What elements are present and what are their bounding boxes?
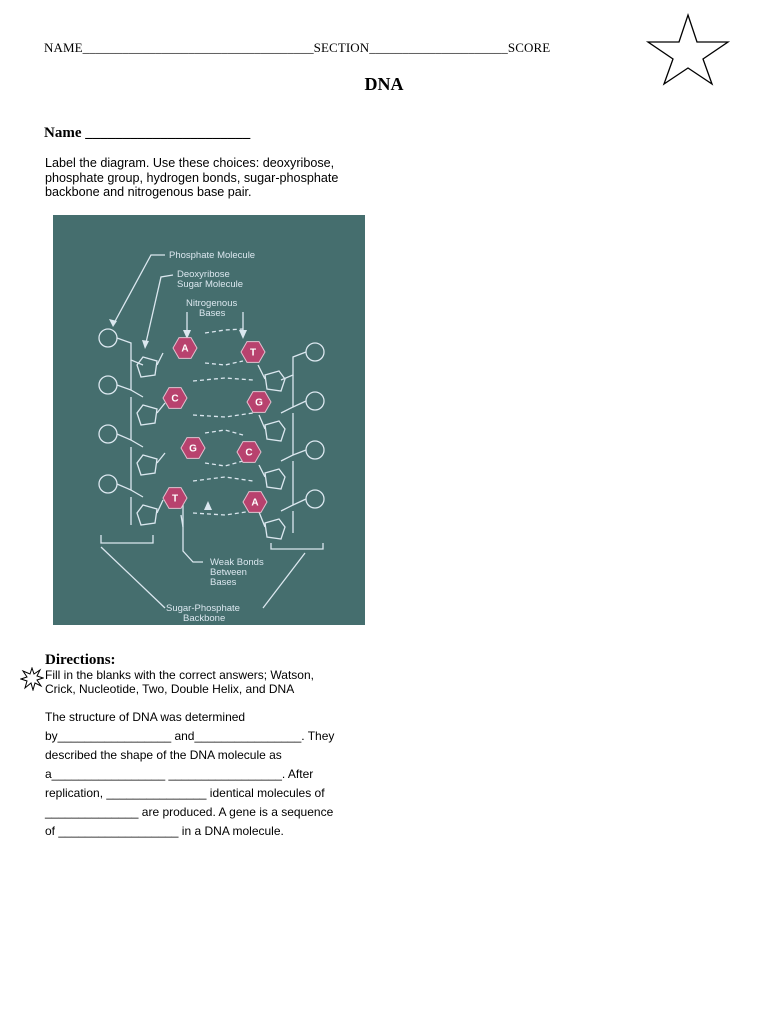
label-deoxyribose-2: Sugar Molecule	[177, 279, 244, 290]
page-title: DNA	[364, 74, 404, 94]
fill-in-paragraph	[45, 708, 365, 841]
base-letter-left-0: A	[181, 343, 189, 355]
base-pairs	[163, 338, 271, 513]
label-weak-3: Bases	[210, 577, 237, 588]
base-letter-right-0: T	[249, 347, 257, 359]
dna-diagram	[53, 215, 365, 625]
base-letter-right-1: G	[255, 397, 263, 409]
label-nitrogenous-2: Bases	[199, 308, 226, 319]
name-line: Name ______________________	[44, 125, 251, 141]
base-letter-left-3: T	[171, 493, 179, 505]
paragraph-line: by_________________ and________________. They	[45, 729, 335, 743]
starburst-icon	[20, 667, 44, 691]
paragraph-line: ______________ are produced. A gene is a sequence	[45, 805, 334, 819]
base-letter-left-1: C	[171, 393, 179, 405]
header-fields: NAME___________________________________SECTION_____________________SCORE	[44, 40, 551, 55]
directions-title: Directions:	[45, 652, 116, 668]
label-backbone-1: Sugar-Phosphate	[166, 603, 240, 614]
paragraph-line: described the shape of the DNA molecule as	[45, 748, 282, 762]
directions-text: Fill in the blanks with the correct answers; Watson, Crick, Nucleotide, Two, Double Helix, and DNA	[45, 668, 314, 696]
label-phosphate: Phosphate Molecule	[169, 250, 256, 261]
base-letter-right-3: A	[251, 497, 259, 509]
paragraph-line: The structure of DNA was determined	[45, 710, 246, 724]
label-deoxyribose-1: Deoxyribose	[177, 269, 230, 280]
base-letter-left-2: G	[189, 443, 197, 455]
paragraph-line: replication, _______________ identical molecules of	[45, 786, 325, 800]
base-letter-right-2: C	[245, 447, 253, 459]
instructions: Label the diagram. Use these choices: deoxyribose, phosphate group, hydrogen bonds, sugar-phosphate backbone and nitrogenous base pair.	[45, 156, 339, 199]
paragraph-line: a_________________ _________________. After	[45, 767, 314, 781]
paragraph-line: of __________________ in a DNA molecule.	[45, 824, 284, 838]
label-nitrogenous-1: Nitrogenous	[186, 298, 238, 309]
label-weak-2: Between	[210, 567, 247, 578]
label-weak-1: Weak Bonds	[210, 557, 264, 568]
dna-diagram-drawing	[53, 215, 365, 625]
label-backbone-2: Backbone	[183, 613, 226, 624]
